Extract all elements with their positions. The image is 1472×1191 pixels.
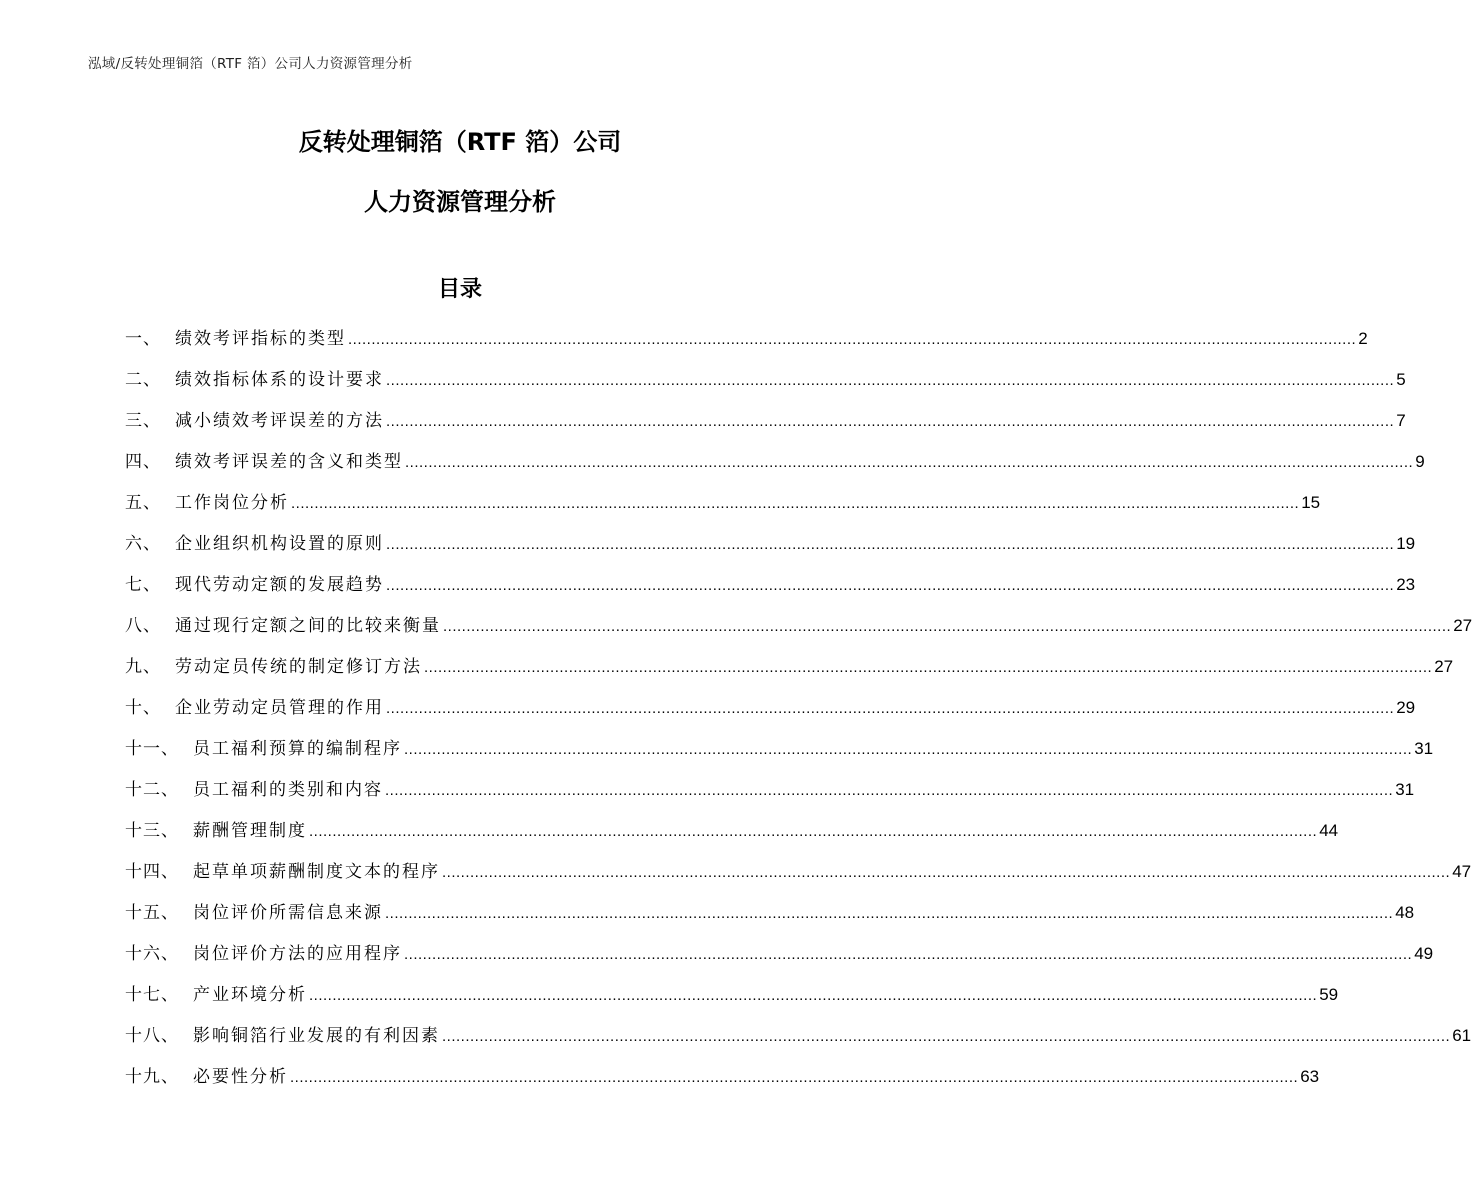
- toc-entry-page: 19: [1396, 534, 1416, 553]
- toc-leader-dots: ........................................................................................................................................................................................................................: [442, 1028, 1451, 1045]
- toc-entry-title: 岗位评价所需信息来源: [193, 903, 383, 923]
- toc-entry-title: 通过现行定额之间的比较来衡量: [175, 616, 441, 636]
- toc-leader-dots: ........................................................................................................................................................................................................................: [386, 536, 1395, 553]
- toc-entry[interactable]: [125, 693, 1416, 734]
- document-title: 反转处理铜箔（RTF 箔）公司: [298, 128, 622, 156]
- toc-entry[interactable]: [125, 488, 1321, 529]
- document-subtitle: 人力资源管理分析: [364, 188, 556, 216]
- toc-entry-title: 必要性分析: [193, 1067, 288, 1087]
- toc-entry-title: 劳动定员传统的制定修订方法: [175, 657, 422, 677]
- toc-entry-page: 23: [1396, 575, 1416, 594]
- toc-leader-dots: ........................................................................................................................................................................................................................: [442, 864, 1451, 881]
- toc-leader-dots: ........................................................................................................................................................................................................................: [385, 905, 1394, 922]
- toc-entry[interactable]: [125, 570, 1416, 611]
- toc-entry[interactable]: [125, 611, 1472, 652]
- toc-entry-number: 十三、: [125, 821, 179, 841]
- toc-entry[interactable]: [125, 857, 1472, 898]
- toc-entry-page: 61: [1452, 1026, 1472, 1045]
- toc-heading: 目录: [437, 277, 482, 302]
- toc-entry-number: 十八、: [125, 1026, 179, 1046]
- toc-entry-page: 29: [1396, 698, 1416, 717]
- toc-entry-page: 2: [1358, 329, 1368, 348]
- toc-entry-title: 现代劳动定额的发展趋势: [175, 575, 384, 595]
- toc-entry-number: 十四、: [125, 862, 179, 882]
- toc-entry-number: 十一、: [125, 739, 179, 759]
- toc-leader-dots: ........................................................................................................................................................................................................................: [405, 454, 1414, 471]
- toc-entry-title: 绩效考评指标的类型: [175, 329, 346, 349]
- toc-entry[interactable]: [125, 324, 1368, 365]
- toc-entry-title: 产业环境分析: [193, 985, 307, 1005]
- toc-entry-page: 31: [1395, 780, 1415, 799]
- toc-leader-dots: ........................................................................................................................................................................................................................: [443, 618, 1452, 635]
- running-header: 泓域/反转处理铜箔（RTF 箔）公司人力资源管理分析: [88, 56, 413, 72]
- toc-entry-page: 7: [1396, 411, 1406, 430]
- toc-entry[interactable]: [125, 816, 1339, 857]
- toc-entry[interactable]: [125, 447, 1425, 488]
- toc-entry[interactable]: [125, 898, 1415, 939]
- toc-entry-page: 15: [1301, 493, 1321, 512]
- toc-entry-title: 工作岗位分析: [175, 493, 289, 513]
- toc-entry-page: 9: [1415, 452, 1425, 471]
- toc-entry[interactable]: [125, 775, 1415, 816]
- toc-entry-title: 绩效考评误差的含义和类型: [175, 452, 403, 472]
- toc-leader-dots: ........................................................................................................................................................................................................................: [348, 331, 1357, 348]
- toc-leader-dots: ........................................................................................................................................................................................................................: [309, 823, 1318, 840]
- toc-entry-number: 八、: [125, 616, 161, 636]
- toc-entry[interactable]: [125, 529, 1416, 570]
- toc-entry[interactable]: [125, 939, 1434, 980]
- toc-entry-page: 59: [1319, 985, 1339, 1004]
- toc-entry-title: 起草单项薪酬制度文本的程序: [193, 862, 440, 882]
- toc-entry-number: 三、: [125, 411, 161, 431]
- toc-entry-title: 员工福利预算的编制程序: [193, 739, 402, 759]
- toc-entry-number: 九、: [125, 657, 161, 677]
- toc-entry-number: 十七、: [125, 985, 179, 1005]
- toc-entry[interactable]: [125, 1062, 1320, 1103]
- toc-entry-title: 减小绩效考评误差的方法: [175, 411, 384, 431]
- toc-entry-page: 47: [1452, 862, 1472, 881]
- toc-leader-dots: ........................................................................................................................................................................................................................: [386, 700, 1395, 717]
- toc-entry-page: 5: [1396, 370, 1406, 389]
- toc-entry[interactable]: [125, 406, 1406, 447]
- toc-entry-page: 49: [1414, 944, 1434, 963]
- toc-leader-dots: ........................................................................................................................................................................................................................: [309, 987, 1318, 1004]
- toc-entry[interactable]: [125, 652, 1454, 693]
- toc-entry-number: 十、: [125, 698, 161, 718]
- toc-entry-page: 63: [1300, 1067, 1320, 1086]
- table-of-contents: [125, 324, 1472, 1103]
- toc-entry-number: 十六、: [125, 944, 179, 964]
- toc-entry-page: 31: [1414, 739, 1434, 758]
- toc-entry-title: 影响铜箔行业发展的有利因素: [193, 1026, 440, 1046]
- toc-leader-dots: ........................................................................................................................................................................................................................: [424, 659, 1433, 676]
- toc-leader-dots: ........................................................................................................................................................................................................................: [386, 372, 1395, 389]
- toc-entry[interactable]: [125, 1021, 1472, 1062]
- toc-entry-page: 27: [1434, 657, 1454, 676]
- toc-leader-dots: ........................................................................................................................................................................................................................: [386, 413, 1395, 430]
- toc-entry-number: 十五、: [125, 903, 179, 923]
- toc-entry-number: 十二、: [125, 780, 179, 800]
- toc-entry-title: 薪酬管理制度: [193, 821, 307, 841]
- toc-entry-page: 44: [1319, 821, 1339, 840]
- toc-entry[interactable]: [125, 734, 1434, 775]
- toc-entry-number: 四、: [125, 452, 161, 472]
- toc-leader-dots: ........................................................................................................................................................................................................................: [404, 946, 1413, 963]
- toc-entry-number: 二、: [125, 370, 161, 390]
- toc-entry-number: 五、: [125, 493, 161, 513]
- toc-entry-title: 岗位评价方法的应用程序: [193, 944, 402, 964]
- toc-leader-dots: ........................................................................................................................................................................................................................: [404, 741, 1413, 758]
- toc-entry-title: 企业组织机构设置的原则: [175, 534, 384, 554]
- toc-leader-dots: ........................................................................................................................................................................................................................: [291, 495, 1300, 512]
- toc-entry-number: 十九、: [125, 1067, 179, 1087]
- toc-entry-title: 绩效指标体系的设计要求: [175, 370, 384, 390]
- toc-entry-title: 企业劳动定员管理的作用: [175, 698, 384, 718]
- toc-entry[interactable]: [125, 365, 1406, 406]
- toc-entry-title: 员工福利的类别和内容: [193, 780, 383, 800]
- toc-entry-page: 48: [1395, 903, 1415, 922]
- toc-leader-dots: ........................................................................................................................................................................................................................: [290, 1069, 1299, 1086]
- toc-entry-number: 一、: [125, 329, 161, 349]
- toc-leader-dots: ........................................................................................................................................................................................................................: [385, 782, 1394, 799]
- toc-leader-dots: ........................................................................................................................................................................................................................: [386, 577, 1395, 594]
- toc-entry-number: 六、: [125, 534, 161, 554]
- toc-entry-number: 七、: [125, 575, 161, 595]
- toc-entry[interactable]: [125, 980, 1339, 1021]
- toc-entry-page: 27: [1453, 616, 1472, 635]
